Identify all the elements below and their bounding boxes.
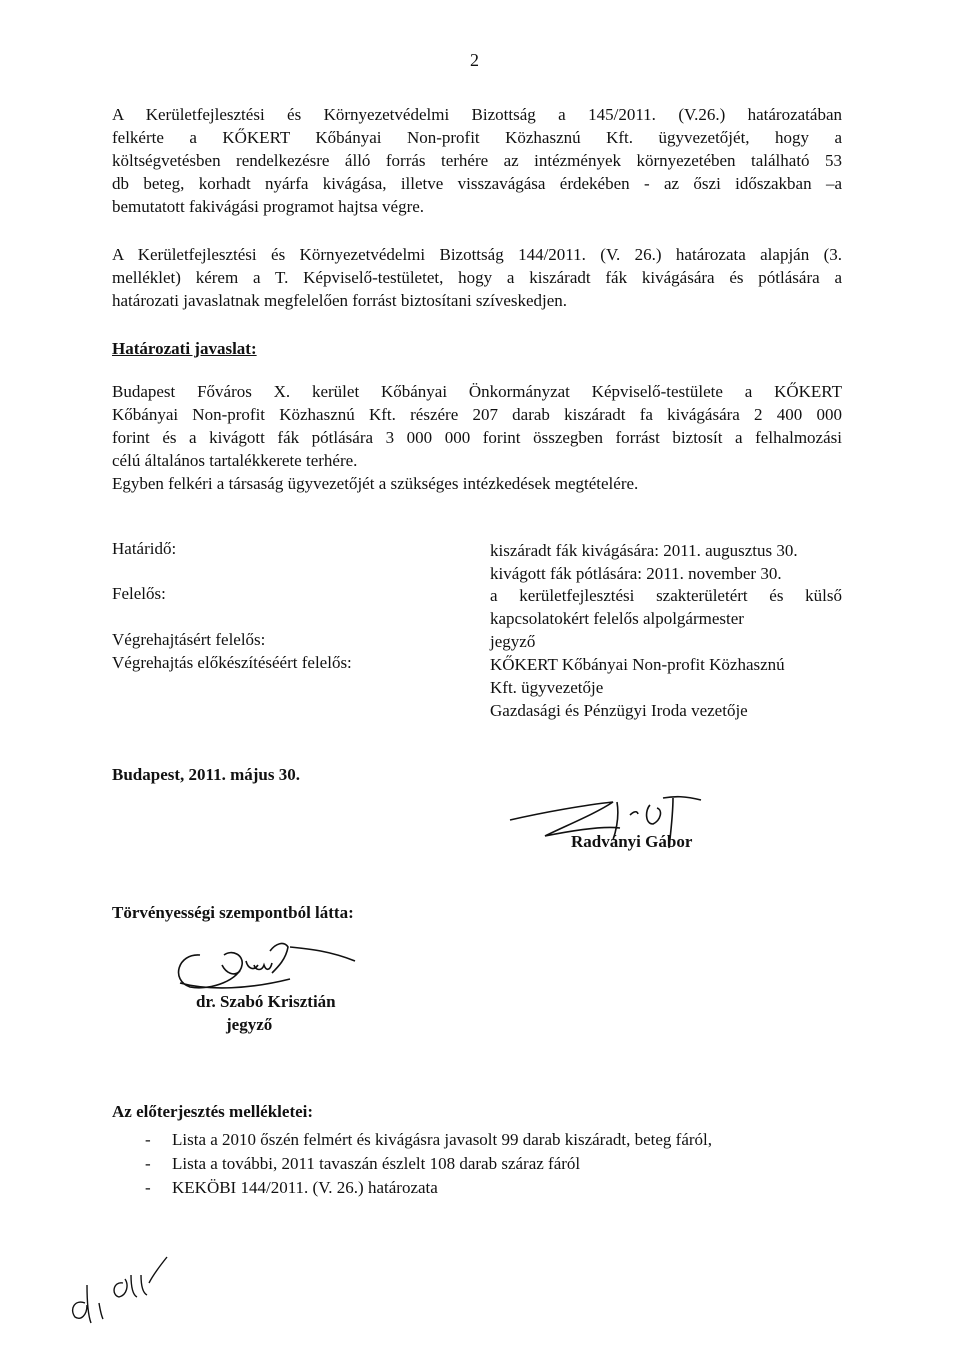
resolution-paragraph [112,380,842,495]
deadline-label: Határidő: [112,539,177,558]
list-item [112,1152,712,1176]
preparer-label: Végrehajtás előkészítéséért felelős: [112,653,352,672]
attachments-heading: Az előterjesztés mellékletei: [112,1102,314,1121]
legality-name: dr. Szabó Krisztián [196,992,336,1011]
list-dash: - [145,1130,151,1149]
responsible-value: kapcsolatokért felelős alpolgármester [490,609,744,628]
list-dash: - [145,1178,151,1197]
text-line: forint és a kivágott fák pótlására 3 000 000 forint összegben forrást biztosít a felhalmozási [112,428,842,447]
executor-value: jegyző [490,632,536,651]
deadline-value: kiszáradt fák kivágására: 2011. augusztus 30. [490,541,798,560]
resolution-heading: Határozati javaslat: [112,339,257,358]
preparer-values [490,653,842,722]
signatory1-name: Radványi Gábor [571,832,693,851]
place-date: Budapest, 2011. május 30. [112,765,300,784]
text-line: Budapest Főváros X. kerület Kőbányai Önkormányzat Képviselő-testülete a KŐKERT [112,382,842,401]
signature-radvanyi [505,790,715,870]
text-line: felkérte a KŐKERT Kőbányai Non-profit Közhasznú Kft. ügyvezetőjét, hogy a [112,128,842,147]
deadline-value: kivágott fák pótlására: 2011. november 30. [490,564,782,583]
legality-heading: Törvényességi szempontból látta: [112,903,354,922]
attachment-text: Lista a további, 2011 tavaszán észlelt 108 darab száraz fáról [172,1154,581,1173]
text-line: A Kerületfejlesztési és Környezetvédelmi Bizottság 144/2011. (V. 26.) határozata alapján (3. [112,245,842,264]
attachments-list [112,1128,712,1200]
text-line: A Kerületfejlesztési és Környezetvédelmi Bizottság a 145/2011. (V.26.) határozatában [112,105,842,124]
handwritten-initials [55,1245,205,1330]
preparer-value: Gazdasági és Pénzügyi Iroda vezetője [490,701,748,720]
text-line: határozati javaslatnak megfelelően forrást biztosítani szíveskedjen. [112,291,568,310]
text-line: melléklet) kérem a T. Képviselő-testületet, hogy a kiszáradt fák kivágására és pótlására a [112,268,842,287]
list-item [112,1176,712,1200]
responsible-label: Felelős: [112,584,166,603]
deadline-values [490,539,842,585]
text-line: bemutatott fakivágási programot hajtsa végre. [112,197,425,216]
attachment-text: Lista a 2010 őszén felmért és kivágásra javasolt 99 darab kiszáradt, beteg fáról, [172,1130,713,1149]
text-line: Kőbányai Non-profit Közhasznú Kft. részére 207 darab kiszáradt fa kivágására 2 400 000 [112,405,842,424]
text-line: Egyben felkéri a társaság ügyvezetőjét a szükséges intézkedések megtételére. [112,474,639,493]
attachment-text: KEKÖBI 144/2011. (V. 26.) határozata [172,1178,438,1197]
text-line: célú általános tartalékkerete terhére. [112,451,358,470]
executor-label: Végrehajtásért felelős: [112,630,266,649]
page-number: 2 [470,50,479,70]
list-item [112,1128,712,1152]
preparer-value: KŐKERT Kőbányai Non-profit Közhasznú [490,655,785,674]
text-line: db beteg, korhadt nyárfa kivágása, illetve visszavágása érdekében - az őszi időszakban –a [112,174,842,193]
request-paragraph [112,243,842,312]
legality-title: jegyző [226,1015,273,1034]
responsible-value: a kerületfejlesztési szakterületért és külső [490,586,842,605]
preparer-value: Kft. ügyvezetője [490,678,604,697]
list-dash: - [145,1154,151,1173]
text-line: költségvetésben rendelkezésre álló forrás terhére az intézmények környezetében található 53 [112,151,842,170]
responsible-values [490,584,842,630]
intro-paragraph [112,103,842,218]
